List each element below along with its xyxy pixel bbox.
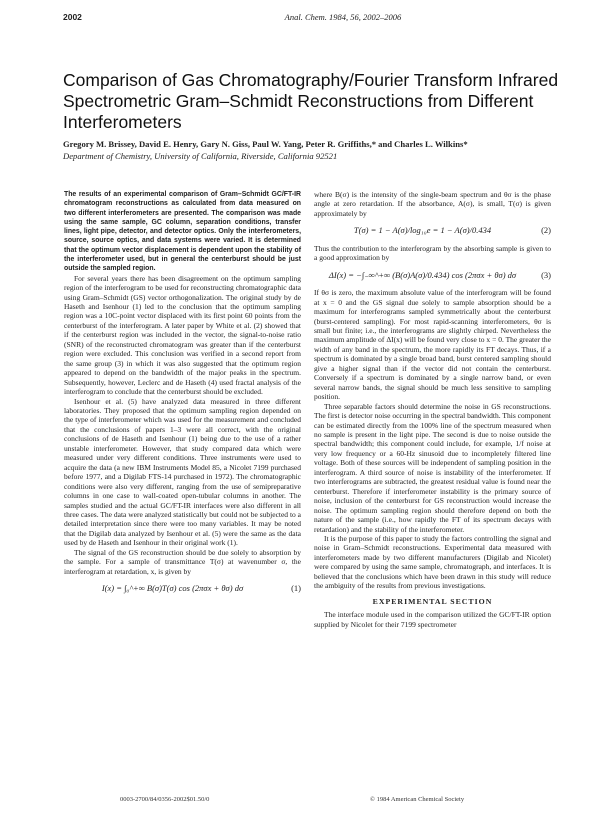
right-column — [314, 190, 551, 629]
abstract: The results of an experimental comparison of Gram–Schmidt GC/FT-IR chromatogram reconstructions as calculated from data measured on two different interferometers are presented. The comparison was made using the same sample, GC column, separation conditions, transfer lines, light pipe, detector, and detector optics. Only the interferometers, source, source optics, and data systems were varied. It is determined that the optimum vector displacement is dependent upon the stability of the interferometer used, but in general the centerburst should be just outside the sampled region. — [64, 191, 301, 273]
equation-number: (3) — [541, 269, 551, 280]
page-header — [63, 12, 560, 26]
page-number: 2002 — [63, 12, 82, 22]
equation-2 — [314, 226, 551, 235]
left-column — [64, 190, 301, 602]
copyright-notice: © 1984 American Chemical Society — [370, 796, 465, 803]
affiliation: Department of Chemistry, University of California, Riverside, California 92521 — [63, 151, 338, 161]
paragraph: The signal of the GS reconstruction should be due solely to absorption by the sample. For a sample of transmittance T(σ) at wavenumber σ, the interferogram at retardation, x, is given by — [64, 547, 301, 576]
equation-3 — [314, 271, 551, 280]
paragraph: It is the purpose of this paper to study the factors controlling the signal and noise in Gram–Schmidt reconstructions. Experimental data measured with interferometers made by two different manufacturers (Digilab and Nicolet) were compared by using the same sample, chromatograph, and interfaces. It is believed that the conclusions which have been drawn in this study will reduce the ambiguity of the results from previous investigations. — [314, 533, 551, 591]
paragraph: For several years there has been disagreement on the optimum sampling region of the interferogram to be used for reconstructing chromatographic data using Gram–Schmidt (GS) vector orthogonalization. The original study by de Haseth and Isenhour (1) led to the conclusion that the optimum sampling region was a 10C-point vector displaced with its first point 60 points from the centerburst of the interferogram. A later paper by White et al. (2) showed that if the centerburst region was included in the vector, the signal-to-noise ratio (SNR) of the reconstructed chromatogram was greater than if the centerburst region were excluded. This conclusion was verified in a second report from the same group (3) in which it was also suggested that the optimum region appeared to depend on the bandwidth of the major peaks in the spectrum. Subsequently, however, Leclerc and de Haseth (4) used fractal analysis of the interferogram to conclude that the centerburst should be excluded. — [64, 273, 301, 397]
paragraph: The interface module used in the comparison utilized the GC/FT-IR option supplied by Nicolet for their 7199 spectrometer — [314, 610, 551, 629]
article-code: 0003-2700/84/0356-2002$01.50/0 — [120, 796, 210, 803]
paragraph: If θσ is zero, the maximum absolute value of the interferogram will be found at x = 0 and the GS signal due solely to sample absorption should be a maximum for interferograms sampled symmetrically about the centerburst (burst-centered sampling). For most rapid-scanning interferometers, θσ is small but finite; i.e., the interferograms are slightly chirped. Nevertheless the maximum amplitude of ΔI(x) will be found very close to x = 0. The greater the width of any band in the spectrum, the more rapidly its FT decays. Thus, if a spectrum is dominated by a single broad band, burst centered sampling should give a higher signal than if the vector did not contain the centerburst. Conversely if a spectrum is dominated by a single narrow band, or even several narrow bands, the signal should be much less sensitive to sampling position. — [314, 288, 551, 402]
paper-title: Comparison of Gas Chromatography/Fourier Transform Infrared Spectrometric Gram–Schmidt Reconstructions from Different Interferometers — [63, 70, 559, 132]
author-list: Gregory M. Brissey, David E. Henry, Gary N. Giss, Paul W. Yang, Peter R. Griffiths,* and Charles L. Wilkins* — [63, 139, 468, 149]
equation-1 — [64, 584, 301, 593]
equation-expression: ΔI(x) = −∫₋∞^+∞ (B(σ)A(σ)/0.434) cos (2πσx + θσ) dσ — [328, 269, 517, 280]
section-heading: EXPERIMENTAL SECTION — [372, 596, 493, 606]
paragraph: where B(σ) is the intensity of the single-beam spectrum and θσ is the phase angle at zero retardation. If the absorbance, A(σ), is small, T(σ) is given approximately by — [314, 190, 551, 218]
equation-number: (2) — [541, 225, 551, 236]
paragraph: Three separable factors should determine the noise in GS reconstructions. The first is detector noise occurring in the spectral bandwidth. This component can be estimated directly from the 100% line of the spectrum measured when no sample is present in the light pipe. The second is due to noise outside the spectral bandwidth; this component could include, for example, 1/f noise at very low frequency or a 60-Hz sinusoid due to incompletely filtered line voltage. Both of these sources will be independent of sampling position in the interferogram. A third source of noise is instability of the interferometer. If two interferograms are subtracted, the greatest residual value is found near the centerburst. Therefore if interferometer instability is the primary source of noise, inclusion of the centerburst for GS reconstruction would increase the noise. The optimum sampling region should therefore depend on both the nature of the sample (i.e., how rapidly the FT of its spectrum decays with retardation) and the stability of the interferometer. — [314, 401, 551, 534]
journal-citation: Anal. Chem. 1984, 56, 2002–2006 — [284, 12, 402, 22]
equation-number: (1) — [291, 583, 301, 594]
equation-expression: T(σ) = 1 − A(σ)/log₁₀e = 1 − A(σ)/0.434 — [353, 225, 492, 236]
paragraph: Thus the contribution to the interferogram by the absorbing sample is given to a good approximation by — [314, 243, 551, 263]
paragraph: Isenhour et al. (5) have analyzed data measured in three different laboratories. They proposed that the optimum sampling region depended on the type of interferometer which was used for the measurement and concluded that the conclusions of papers 1–3 were all correct, with the original conclusions of de Haseth and Isenhour (1) being due to the use of a rather unstable interferometer. However, that study compared data which were measured under very different conditions. Three instruments were used to acquire the data (a new IBM Instruments Model 85, a Nicolet 7199 purchased before 1977, and a Digilab FTS-14 purchased in 1972). The chromatographic conditions were also very different, ranging from the use of semipreparative columns in one case to wall-coated open-tubular columns in another. The samples studied and the actual GC/FT-IR interfaces were also different in all three cases. The data were analyzed statistically but could not be subjected to a detailed interpretation since there were too many variables. It may be noted that the Digilab data analyzed by Isenhour et al. (5) were the same as the data used by de Haseth and Isenhour in their original work (1). — [64, 396, 301, 548]
equation-expression: I(x) = ∫₀^+∞ B(σ)T(σ) cos (2πσx + θσ) dσ — [101, 583, 244, 594]
